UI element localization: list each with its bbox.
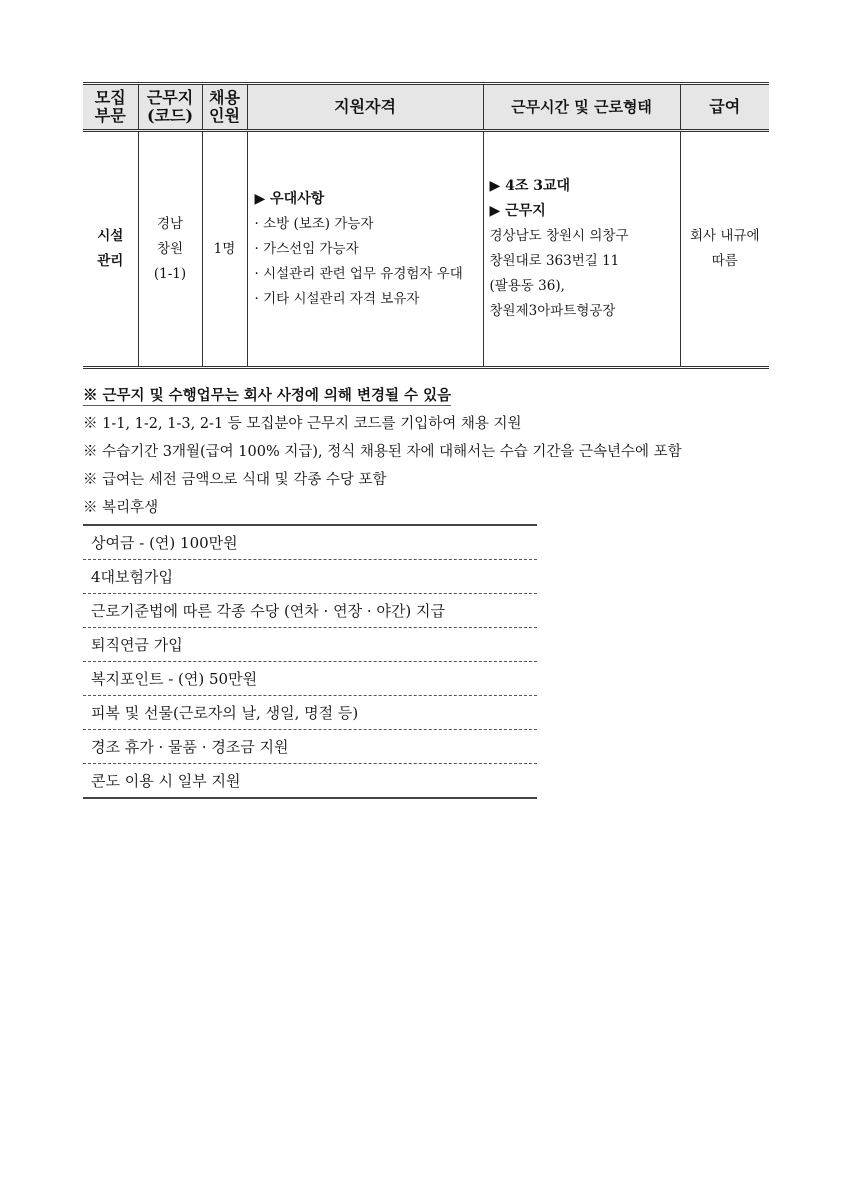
cell-salary — [680, 131, 769, 368]
table-row — [83, 131, 769, 368]
note-underlined-text: ※ 근무지 및 수행업무는 회사 사정에 의해 변경될 수 있음 — [83, 387, 452, 404]
note-item: ※ 복리후생 — [83, 500, 159, 516]
location-line: (1-1) — [153, 265, 187, 282]
note-item — [83, 382, 773, 410]
location-line: 경남 — [156, 215, 184, 232]
shift-type: ▶ 4조 3교대 — [489, 178, 571, 194]
header-dept: 모집 부문 — [83, 84, 138, 131]
cell-hours — [483, 131, 680, 368]
welfare-item: 퇴직연금 가입 — [83, 628, 537, 662]
address-line: 창원대로 363번길 11 — [489, 253, 620, 269]
note-item: ※ 1-1, 1-2, 1-3, 2-1 등 모집분야 근무지 코드를 기입하여 채용 지원 — [83, 416, 522, 432]
salary-line: 따름 — [711, 253, 738, 269]
header-headcount: 채용 인원 — [202, 84, 247, 131]
note-item: ※ 급여는 세전 금액으로 식대 및 각종 수당 포함 — [83, 472, 387, 488]
header-qualification: 지원자격 — [247, 84, 483, 131]
cell-location — [138, 131, 202, 368]
header-location: 근무지 (코드) — [138, 84, 202, 131]
preferred-item: · 기타 시설관리 자격 보유자 — [254, 290, 420, 307]
preferred-item: · 소방 (보조) 가능자 — [254, 215, 374, 232]
welfare-item: 피복 및 선물(근로자의 날, 생일, 명절 등) — [83, 696, 537, 730]
address-line: 경상남도 창원시 의창구 — [489, 228, 629, 244]
preferred-heading: ▶ 우대사항 — [254, 190, 325, 207]
header-salary: 급여 — [680, 84, 769, 131]
welfare-item: 상여금 - (연) 100만원 — [83, 526, 537, 560]
welfare-item: 4대보험가입 — [83, 560, 537, 594]
welfare-item: 복지포인트 - (연) 50만원 — [83, 662, 537, 696]
address-line: (팔용동 36), — [489, 278, 565, 294]
cell-qualification — [247, 131, 483, 368]
address-line: 창원제3아파트형공장 — [489, 303, 616, 319]
salary-line: 회사 내규에 — [690, 228, 760, 244]
preferred-item: · 가스선임 가능자 — [254, 240, 359, 257]
welfare-item: 콘도 이용 시 일부 지원 — [91, 772, 241, 790]
preferred-item: · 시설관리 관련 업무 유경험자 우대 — [254, 265, 463, 282]
welfare-item: 경조 휴가 · 물품 · 경조금 지원 — [83, 730, 537, 764]
welfare-table — [83, 524, 537, 799]
workplace-heading: ▶ 근무지 — [489, 203, 546, 219]
cell-headcount: 1명 — [202, 131, 247, 368]
note-item: ※ 수습기간 3개월(급여 100% 지급), 정식 채용된 자에 대해서는 수습 기간을 근속년수에 포함 — [83, 444, 682, 460]
notes-section — [83, 382, 773, 522]
location-line: 창원 — [156, 240, 184, 257]
recruitment-table — [83, 82, 769, 369]
cell-dept: 시설 관리 — [97, 228, 124, 269]
welfare-item: 근로기준법에 따른 각종 수당 (연차 · 연장 · 야간) 지급 — [83, 594, 537, 628]
table-header-row — [83, 84, 769, 131]
header-hours: 근무시간 및 근로형태 — [483, 84, 680, 131]
